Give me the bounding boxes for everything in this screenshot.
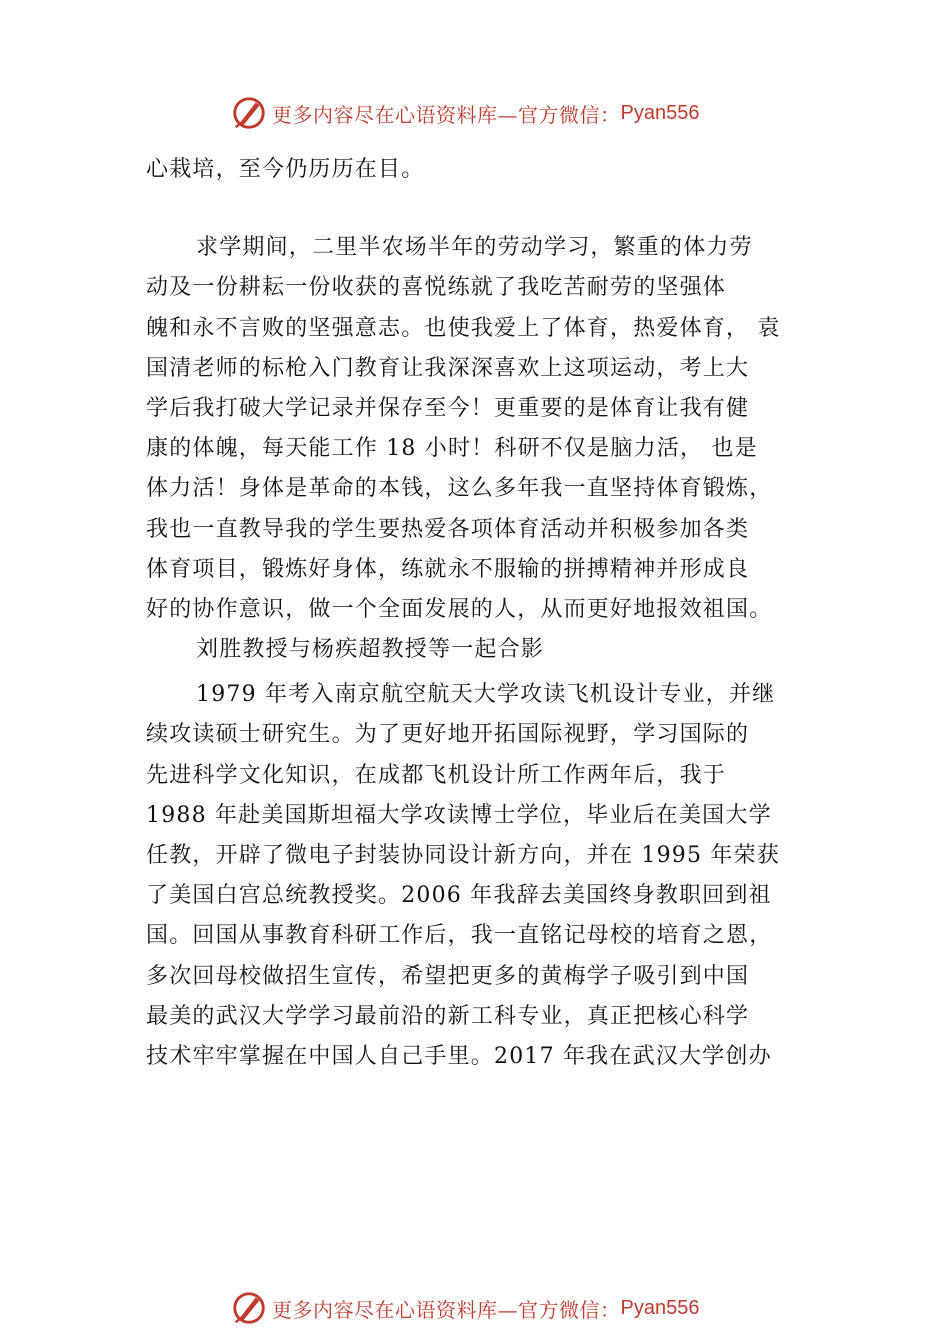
text-line: 任教，开辟了微电子封装协同设计新方向，并在 1995 年荣获 bbox=[146, 843, 780, 868]
text-line: 好的协作意识，做一个全面发展的人，从而更好地报效祖国。 bbox=[146, 596, 773, 622]
text-line: 学后我打破大学记录并保存至今！更重要的是体育让我有健 bbox=[146, 395, 750, 421]
text-line: 我也一直教导我的学生要热爱各项体育活动并积极参加各类 bbox=[146, 516, 750, 542]
text-line: 体力活！身体是革命的本钱，这么多年我一直坚持体育锻炼， bbox=[146, 476, 773, 502]
document-body bbox=[146, 150, 806, 1077]
text-line: 动及一份耕耘一份收获的喜悦练就了我吃苦耐劳的坚强体 bbox=[146, 275, 727, 301]
paragraph-study-period bbox=[146, 228, 806, 630]
watermark-text: 更多内容尽在心语资料库—官方微信： bbox=[272, 1297, 621, 1322]
watermark-banner-bottom bbox=[230, 1288, 699, 1328]
text-line: 心栽培，至今仍历历在目。 bbox=[146, 157, 425, 182]
text-line: 国。回国从事教育科研工作后，我一直铭记母校的培育之恩， bbox=[146, 923, 773, 949]
pen-quill-logo-icon bbox=[230, 94, 268, 132]
text-line: 魄和永不言败的坚强意志。也使我爱上了体育，热爱体育， 袁 bbox=[146, 315, 781, 341]
watermark-wechat-id: Pyan556 bbox=[620, 101, 700, 124]
text-line: 先进科学文化知识，在成都飞机设计所工作两年后，我于 bbox=[146, 762, 727, 788]
photo-caption bbox=[146, 630, 806, 670]
text-line: 国清老师的标枪入门教育让我深深喜欢上这项运动，考上大 bbox=[146, 355, 750, 381]
text-line: 多次回母校做招生宣传，希望把更多的黄梅学子吸引到中国 bbox=[146, 963, 750, 989]
text-line: 了美国白宫总统教授奖。2006 年我辞去美国终身教职回到祖 bbox=[146, 883, 772, 909]
pen-quill-logo-icon bbox=[230, 1289, 268, 1327]
watermark-wechat-id: Pyan556 bbox=[620, 1296, 700, 1319]
text-line: 1988 年赴美国斯坦福大学攻读博士学位，毕业后在美国大学 bbox=[146, 802, 772, 828]
text-line: 体育项目，锻炼好身体，练就永不服输的拼搏精神并形成良 bbox=[146, 556, 750, 582]
watermark-banner-top bbox=[230, 93, 699, 133]
caption-line: 刘胜教授与杨疾超教授等一起合影 bbox=[196, 637, 545, 663]
text-line: 1979 年考入南京航空航天大学攻读飞机设计专业，并继 bbox=[196, 682, 776, 708]
watermark-text: 更多内容尽在心语资料库—官方微信： bbox=[272, 102, 621, 127]
text-line: 最美的武汉大学学习最前沿的新工科专业，真正把核心科学 bbox=[146, 1003, 750, 1029]
text-line: 续攻读硕士研究生。为了更好地开拓国际视野，学习国际的 bbox=[146, 722, 750, 748]
text-line: 康的体魄，每天能工作 18 小时！科研不仅是脑力活， 也是 bbox=[146, 436, 758, 462]
paragraph-continuation bbox=[146, 150, 806, 190]
text-line: 求学期间，二里半农场半年的劳动学习，繁重的体力劳 bbox=[196, 235, 753, 261]
paragraph-career bbox=[146, 675, 806, 1077]
text-line: 技术牢牢掌握在中国人自己手里。2017 年我在武汉大学创办 bbox=[146, 1043, 772, 1069]
